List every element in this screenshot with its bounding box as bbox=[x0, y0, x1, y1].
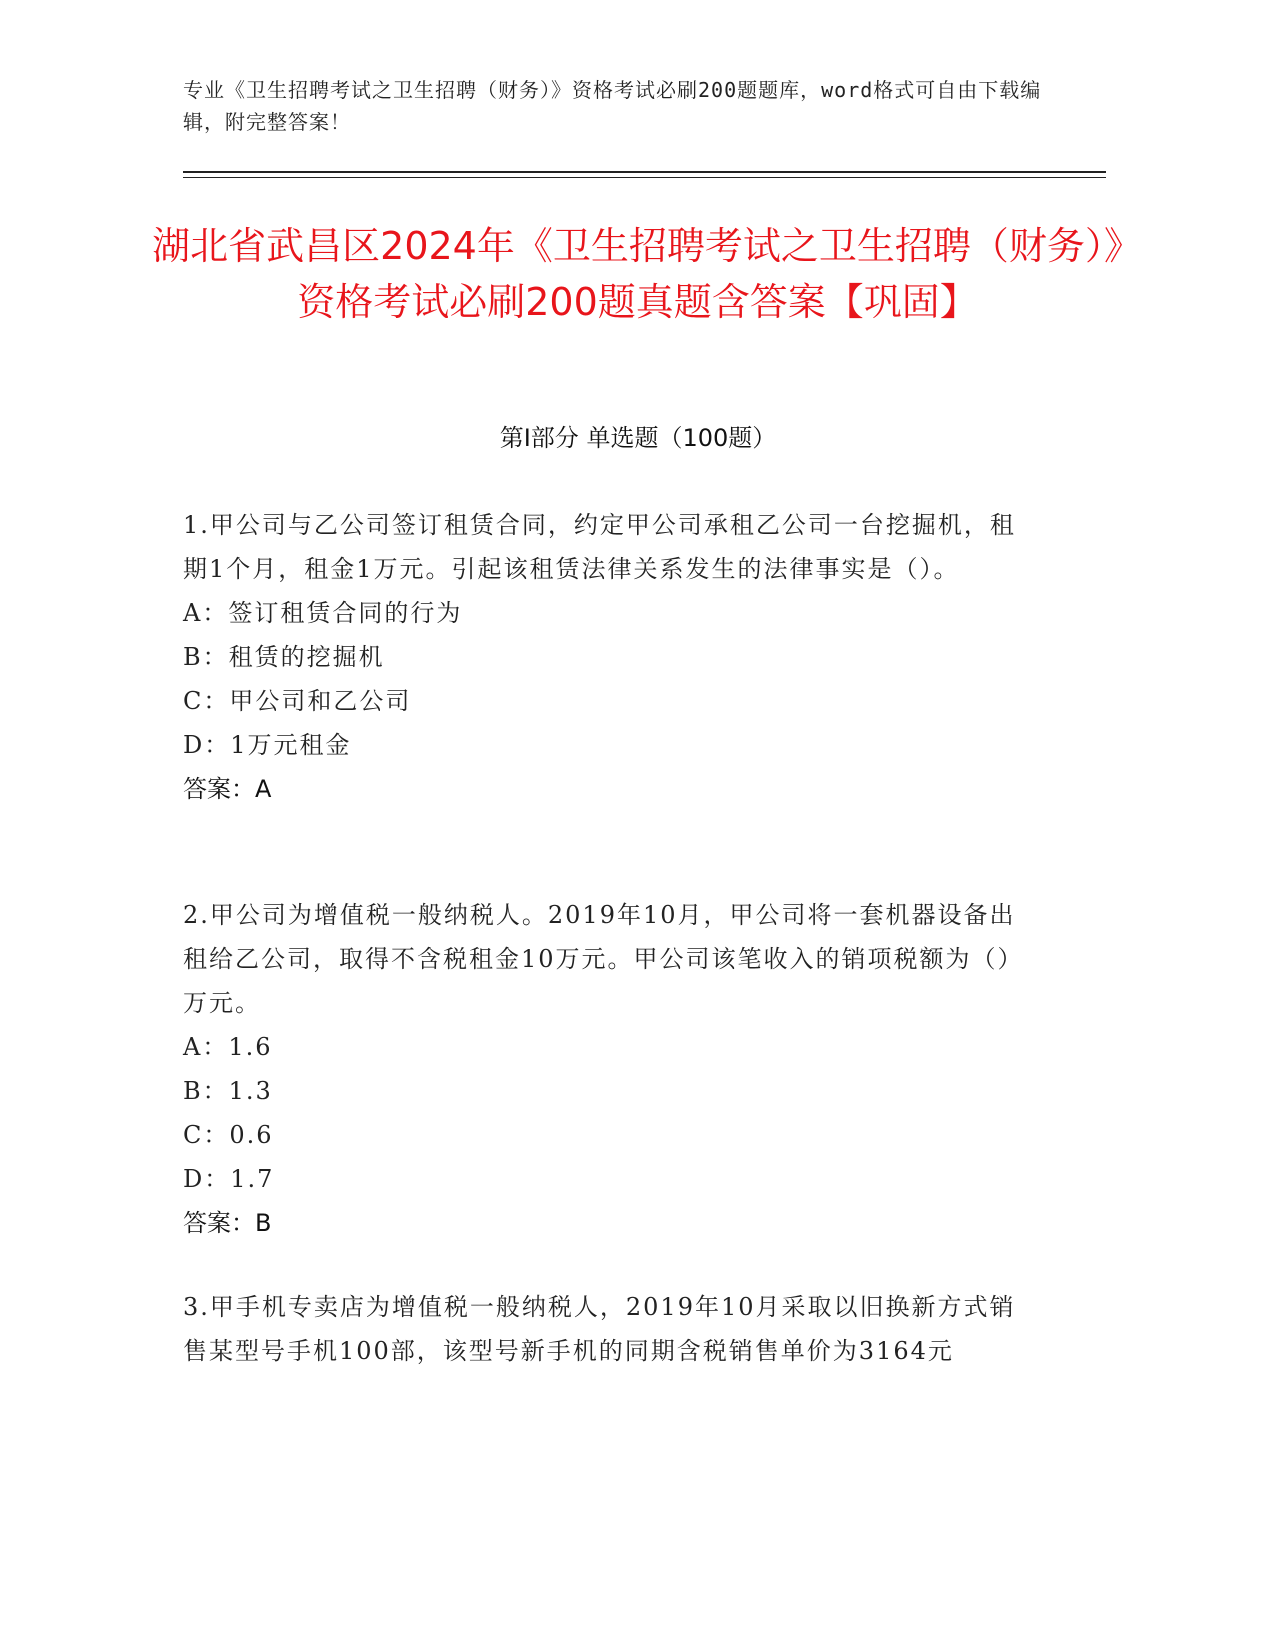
document-title: 湖北省武昌区2024年《卫生招聘考试之卫生招聘（财务）》资格考试必刷200题真题含答案【巩固】 bbox=[152, 224, 1123, 324]
question-stem: 2.甲公司为增值税一般纳税人。2019年10月，甲公司将一套机器设备出租给乙公司，取得不含税租金10万元。甲公司该笔收入的销项税额为（）万元。 bbox=[183, 901, 1024, 1017]
question-item bbox=[183, 1285, 1033, 1373]
option-d: D：1.7 bbox=[183, 1165, 275, 1193]
option-c: C：0.6 bbox=[183, 1121, 274, 1149]
header-divider-thin bbox=[183, 177, 1106, 178]
question-item bbox=[183, 503, 1033, 811]
question-stem: 3.甲手机专卖店为增值税一般纳税人，2019年10月采取以旧换新方式销售某型号手机100部，该型号新手机的同期含税销售单价为3164元 bbox=[183, 1293, 1016, 1365]
header-divider-thick bbox=[183, 171, 1106, 173]
header-note: 专业《卫生招聘考试之卫生招聘（财务）》资格考试必刷200题题库，word格式可自由下载编辑，附完整答案！ bbox=[183, 78, 1042, 134]
option-a: A：签订租赁合同的行为 bbox=[183, 599, 463, 627]
question-item bbox=[183, 893, 1033, 1245]
option-d: D：1万元租金 bbox=[183, 731, 352, 759]
section-heading: 第I部分 单选题（100题） bbox=[499, 424, 777, 452]
answer-line: 答案：B bbox=[183, 1209, 272, 1237]
question-stem: 1.甲公司与乙公司签订租赁合同，约定甲公司承租乙公司一台挖掘机，租期1个月，租金1万元。引起该租赁法律关系发生的法律事实是（）。 bbox=[183, 511, 1016, 583]
answer-line: 答案：A bbox=[183, 775, 272, 803]
option-b: B：1.3 bbox=[183, 1077, 273, 1105]
option-a: A：1.6 bbox=[183, 1033, 273, 1061]
option-b: B：租赁的挖掘机 bbox=[183, 643, 385, 671]
option-c: C：甲公司和乙公司 bbox=[183, 687, 412, 715]
